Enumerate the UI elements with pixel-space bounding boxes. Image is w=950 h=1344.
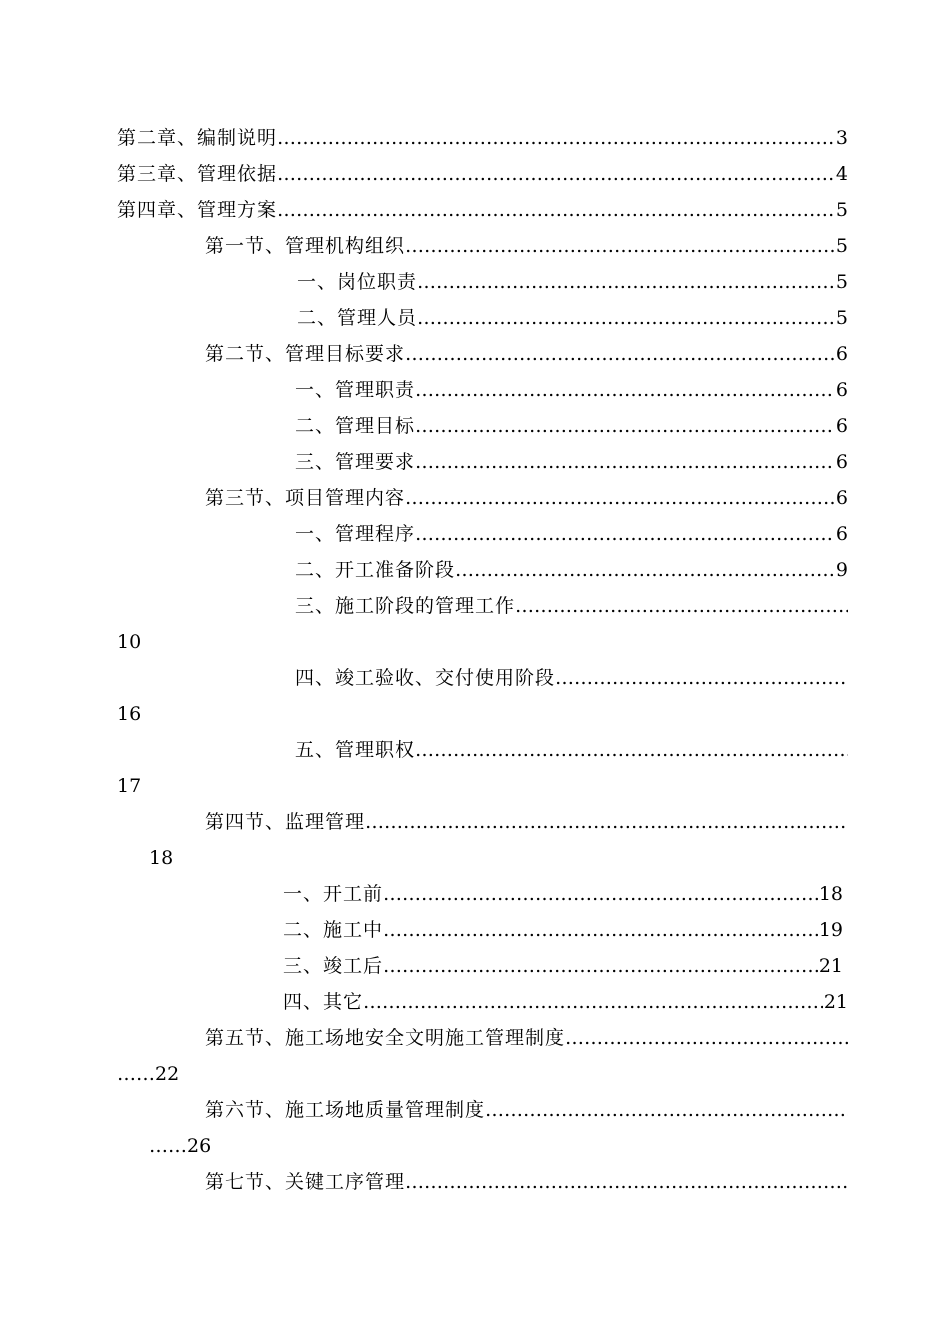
toc-entry-title: 三、管理要求 (295, 451, 416, 473)
toc-entry-title: 第二节、管理目标要求 (205, 343, 406, 365)
toc-row (0, 1092, 950, 1128)
toc-row (0, 156, 950, 192)
toc-entry-title: 三、施工阶段的管理工作 (295, 595, 516, 617)
toc-row (0, 912, 950, 948)
toc-page-number: 9 (835, 559, 848, 581)
dot-leader (405, 228, 835, 264)
toc-page-number: 6 (835, 487, 848, 509)
toc-row (0, 516, 950, 552)
toc-row-wrap (0, 840, 950, 876)
dot-leader (415, 372, 835, 408)
toc-entry-section-7[interactable] (205, 1164, 848, 1200)
toc-entry-title: 第二章、编制说明 (117, 127, 278, 149)
toc-page-number: 5 (835, 307, 848, 329)
toc-entry-title: 第四节、监理管理 (205, 811, 366, 833)
toc-entry-title: 二、管理人员 (297, 307, 418, 329)
toc-row (0, 408, 950, 444)
toc-entry-section-3[interactable] (205, 480, 848, 516)
toc-entry-title: 第一节、管理机构组织 (205, 235, 406, 257)
toc-page-number: 21 (823, 991, 848, 1013)
dot-leader (383, 948, 818, 984)
toc-entry-item[interactable] (295, 408, 848, 444)
dot-leader: …… (117, 1063, 155, 1085)
toc-row (0, 876, 950, 912)
toc-page-number: 10 (117, 631, 142, 653)
toc-entry-title: 第三节、项目管理内容 (205, 487, 406, 509)
toc-wrap-line (117, 768, 141, 804)
toc-row (0, 192, 950, 228)
toc-entry-title: 第三章、管理依据 (117, 163, 278, 185)
toc-row (0, 948, 950, 984)
toc-entry-title: 五、管理职权 (295, 739, 416, 761)
toc-row (0, 1164, 950, 1200)
dot-leader: …… (149, 1135, 187, 1157)
dot-leader (415, 732, 848, 768)
dot-leader (405, 1164, 848, 1200)
toc-entry-item[interactable] (295, 588, 848, 624)
toc-row-wrap (0, 1128, 950, 1164)
toc-entry-item[interactable] (283, 876, 843, 912)
dot-leader (365, 804, 848, 840)
toc-entry-title: 第四章、管理方案 (117, 199, 278, 221)
dot-leader (565, 1020, 848, 1056)
toc-page-number: 6 (835, 415, 848, 437)
dot-leader (485, 1092, 848, 1128)
toc-entry-section-4[interactable] (205, 804, 848, 840)
toc-entry-item[interactable] (295, 660, 848, 696)
toc-row (0, 732, 950, 768)
dot-leader (277, 120, 835, 156)
toc-page-number: 22 (155, 1063, 180, 1085)
toc-entry-section-6[interactable] (205, 1092, 848, 1128)
toc-entry-title: 二、管理目标 (295, 415, 416, 437)
toc-wrap-line (149, 1128, 211, 1164)
toc-row-wrap (0, 696, 950, 732)
toc-entry-chapter-2[interactable] (117, 120, 848, 156)
toc-row (0, 372, 950, 408)
toc-entry-item[interactable] (295, 552, 848, 588)
toc-entry-section-1[interactable] (205, 228, 848, 264)
toc-page-number: 6 (835, 379, 848, 401)
toc-row (0, 444, 950, 480)
toc-row (0, 480, 950, 516)
toc-row (0, 552, 950, 588)
dot-leader (405, 336, 835, 372)
toc-entry-item[interactable] (283, 948, 843, 984)
toc-wrap-line (149, 840, 173, 876)
toc-row (0, 984, 950, 1020)
toc-page-number: 16 (117, 703, 142, 725)
toc-wrap-line (117, 696, 141, 732)
toc-entry-chapter-3[interactable] (117, 156, 848, 192)
toc-entry-item[interactable] (295, 732, 848, 768)
dot-leader (383, 876, 818, 912)
toc-entry-title: 三、竣工后 (283, 955, 384, 977)
toc-page-number: 6 (835, 523, 848, 545)
toc-entry-title: 第五节、施工场地安全文明施工管理制度 (205, 1027, 566, 1049)
toc-entry-title: 第六节、施工场地质量管理制度 (205, 1099, 486, 1121)
toc-entry-title: 一、管理程序 (295, 523, 416, 545)
toc-row-wrap (0, 768, 950, 804)
toc-page-number: 19 (818, 919, 843, 941)
dot-leader (455, 552, 835, 588)
dot-leader (277, 192, 835, 228)
dot-leader (415, 516, 835, 552)
toc-page-number: 5 (835, 199, 848, 221)
toc-page-number: 3 (835, 127, 848, 149)
toc-row-wrap (0, 1056, 950, 1092)
dot-leader (417, 264, 835, 300)
toc-page-number: 6 (835, 343, 848, 365)
dot-leader (405, 480, 835, 516)
toc-entry-section-5[interactable] (205, 1020, 848, 1056)
toc-row (0, 1020, 950, 1056)
toc-row (0, 264, 950, 300)
toc-entry-item[interactable] (295, 444, 848, 480)
toc-page-number: 17 (117, 775, 142, 797)
dot-leader (555, 660, 848, 696)
toc-entry-title: 一、开工前 (283, 883, 384, 905)
toc-entry-item[interactable] (295, 516, 848, 552)
toc-entry-title: 二、施工中 (283, 919, 384, 941)
dot-leader (415, 408, 835, 444)
toc-row (0, 120, 950, 156)
toc-entry-item[interactable] (283, 984, 848, 1020)
toc-row (0, 588, 950, 624)
toc-entry-title: 四、竣工验收、交付使用阶段 (295, 667, 556, 689)
toc-row (0, 660, 950, 696)
toc-row-wrap (0, 624, 950, 660)
toc-entry-title: 第七节、关键工序管理 (205, 1171, 406, 1193)
toc-page-number: 18 (149, 847, 174, 869)
toc-entry-item[interactable] (297, 300, 848, 336)
dot-leader (383, 912, 818, 948)
toc-wrap-line (117, 1056, 179, 1092)
toc-entry-item[interactable] (295, 372, 848, 408)
toc-page-number: 18 (818, 883, 843, 905)
toc-page-number: 4 (835, 163, 848, 185)
toc-row (0, 804, 950, 840)
toc-row (0, 228, 950, 264)
table-of-contents (0, 120, 950, 1200)
dot-leader (363, 984, 823, 1020)
dot-leader (515, 588, 848, 624)
toc-entry-title: 四、其它 (283, 991, 364, 1013)
toc-entry-item[interactable] (283, 912, 843, 948)
toc-page-number: 21 (818, 955, 843, 977)
dot-leader (417, 300, 835, 336)
toc-page-number: 26 (187, 1135, 212, 1157)
dot-leader (277, 156, 835, 192)
toc-wrap-line (117, 624, 141, 660)
toc-entry-title: 一、管理职责 (295, 379, 416, 401)
toc-entry-chapter-4[interactable] (117, 192, 848, 228)
toc-entry-title: 二、开工准备阶段 (295, 559, 456, 581)
toc-page-number: 5 (835, 235, 848, 257)
toc-entry-section-2[interactable] (205, 336, 848, 372)
toc-page-number: 5 (835, 271, 848, 293)
toc-entry-item[interactable] (297, 264, 848, 300)
toc-entry-title: 一、岗位职责 (297, 271, 418, 293)
toc-page-number: 6 (835, 451, 848, 473)
dot-leader (415, 444, 835, 480)
toc-row (0, 336, 950, 372)
toc-row (0, 300, 950, 336)
